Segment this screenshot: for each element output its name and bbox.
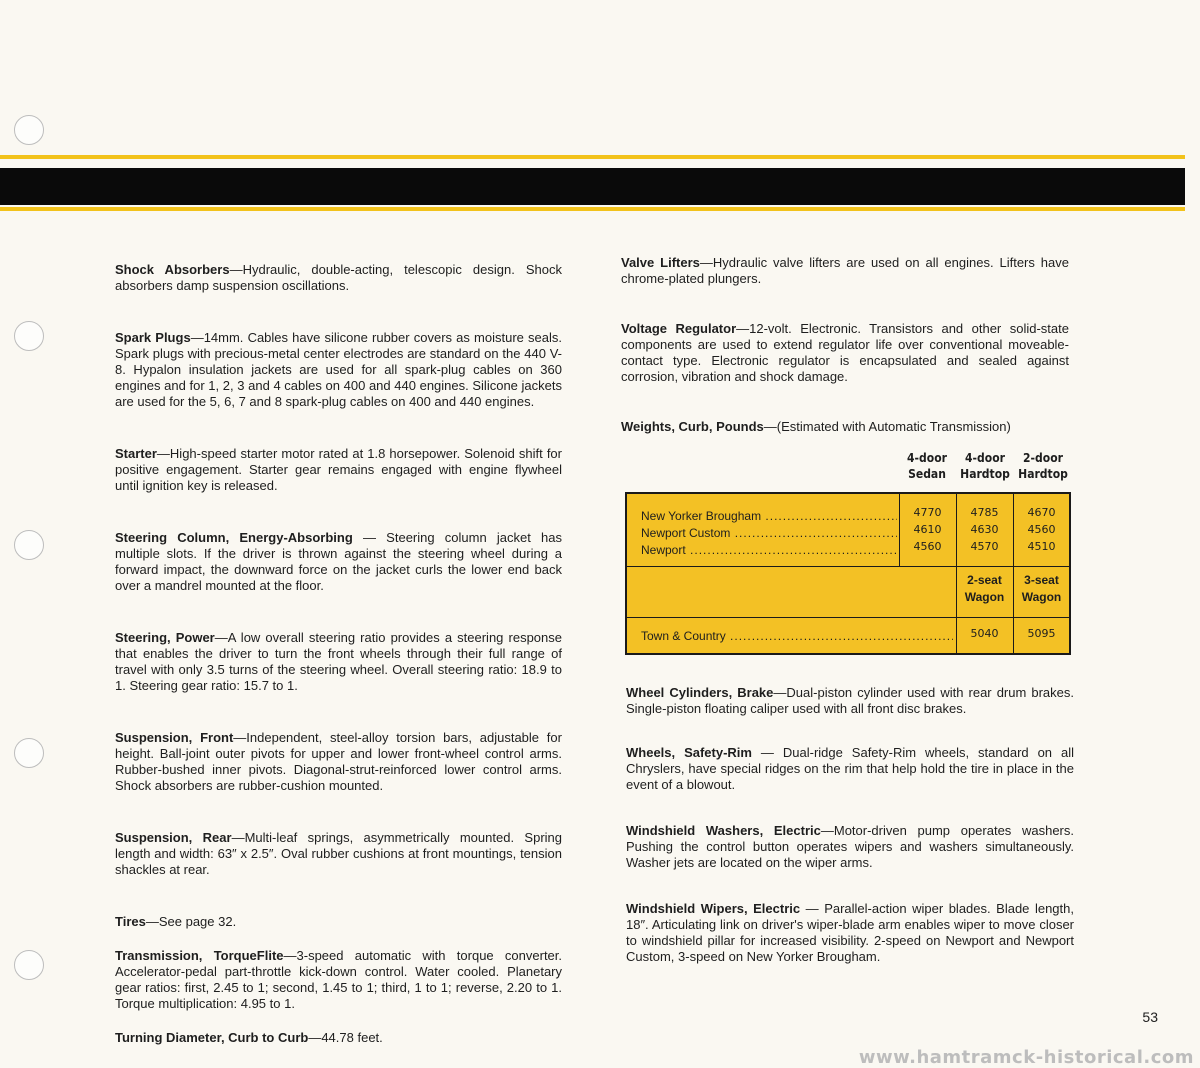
spec-heading: Wheels, Safety-Rim — [626, 745, 752, 760]
spec-body: — Steering column jacket has multiple slots. If the driver is thrown against the steering wheel during a forward impact, the downward force on the jacket curls the lower end back over a mandrel mounted at the floor. — [115, 530, 563, 593]
spec-heading: Suspension, Rear — [115, 830, 232, 845]
binder-hole-3 — [14, 530, 44, 560]
spec-windshield-washers — [626, 823, 1074, 871]
binder-hole-5 — [14, 950, 44, 980]
spec-body: —A low overall steering ratio provides a steering response that enables the driver to turn the front wheels through their full range of travel with only 3.5 turns of the steering wheel. Overall steering ratio: 18.9 to 1. Steering gear ratio: 15.7 to 1. — [115, 630, 562, 693]
spec-heading: Suspension, Front — [115, 730, 234, 745]
spec-heading: Windshield Washers, Electric — [626, 823, 821, 838]
header-stripe-yellow-bottom — [0, 207, 1185, 211]
spec-turning-diameter — [115, 1030, 562, 1046]
table-row-model: New Yorker Brougham ..... — [641, 508, 897, 525]
col-header-4door-sedan: 4-door Sedan — [907, 451, 947, 481]
table-cell: 4560 — [913, 540, 942, 553]
table-cell: 4785 — [970, 506, 999, 519]
spec-wheel-cylinders — [626, 685, 1074, 717]
spec-heading: Weights, Curb, Pounds — [621, 419, 764, 434]
spec-heading: Steering, Power — [115, 630, 215, 645]
spec-steering-power — [115, 630, 562, 694]
right-column-bottom — [626, 685, 1074, 965]
spec-heading: Windshield Wipers, Electric — [626, 901, 801, 916]
spec-windshield-wipers — [626, 901, 1074, 965]
table-row-model: Newport Custom ..... — [641, 525, 897, 542]
table-cell: 5095 — [1027, 627, 1056, 640]
spec-body: —Hydraulic valve lifters are used on all engines. Lifters have chrome-plated plungers. — [621, 255, 1069, 286]
table-cell: 4630 — [970, 523, 999, 536]
table-row-model: Newport ..... — [641, 542, 897, 559]
spec-suspension-front — [115, 730, 562, 794]
spec-heading: Wheel Cylinders, Brake — [626, 685, 774, 700]
binder-hole-1 — [14, 115, 44, 145]
spec-spark-plugs — [115, 330, 562, 410]
spec-body: —Independent, steel-alloy torsion bars, adjustable for height. Ball-joint outer pivots for upper and lower front-wheel control arms. Rubber-bushed inner pivots. Diagonal-strut-reinforced lower control arms. Shock absorbers are rubber-cushion mounted. — [115, 730, 562, 793]
spec-body: —44.78 feet. — [308, 1030, 383, 1045]
watermark: www.hamtramck-historical.com — [858, 1047, 1194, 1068]
spec-valve-lifters — [621, 255, 1069, 287]
spec-heading: Voltage Regulator — [621, 321, 737, 336]
weights-table — [625, 492, 1071, 655]
spec-steering-column — [115, 530, 562, 594]
col-header-4door-hardtop: 4-door Hardtop — [960, 451, 1010, 481]
spec-body: —Hydraulic, double-acting, telescopic design. Shock absorbers damp suspension oscillations. — [115, 262, 562, 293]
header-band-black — [0, 168, 1185, 205]
table-row-model: Town & Country ..... — [641, 628, 953, 645]
spec-body: — Parallel-action wiper blades. Blade length, 18″. Articulating link on driver's wiper-blade arm enables wiper to move closer to windshield pillar for increased visibility. 2-speed on Newport and Newport Custom, 3-speed on New Yorker Brougham. — [626, 901, 1074, 964]
spec-body: —14mm. Cables have silicone rubber covers as moisture seals. Spark plugs with precious-metal center electrodes are standard on the 440 V-8. Hypalon insulation jackets are used for all spark-plug cables on 360 engines and for 1, 2, 3 and 4 cables on 400 and 440 engines. Silicone jackets are used for the 5, 6, 7 and 8 spark-plug cables on 400 and 440 engines. — [115, 330, 563, 409]
spec-voltage-regulator — [621, 321, 1069, 385]
spec-body: —See page 32. — [145, 914, 237, 929]
spec-heading: Transmission, TorqueFlite — [115, 948, 284, 963]
table-cell: 4560 — [1027, 523, 1056, 536]
col-header-2seat-wagon: 2-seat Wagon — [964, 573, 1005, 604]
col-header-3seat-wagon: 3-seat Wagon — [1021, 573, 1062, 604]
table-cell: 4670 — [1027, 506, 1056, 519]
spec-heading: Steering Column, Energy-Absorbing — [115, 530, 353, 545]
spec-shock-absorbers — [115, 262, 562, 294]
page-number: 53 — [1142, 1009, 1158, 1025]
binder-hole-2 — [14, 321, 44, 351]
spec-body: —3-speed automatic with torque converter. Accelerator-pedal part-throttle kick-down control. Water cooled. Planetary gear ratios: first, 2.45 to 1; second, 1.45 to 1; third, 1 to 1; reverse, 2.20 to 1. Torque multiplication: 4.95 to 1. — [115, 948, 563, 1011]
spec-body: —High-speed starter motor rated at 1.8 horsepower. Solenoid shift for positive engagement. Starter gear remains engaged with engine flywheel until ignition key is released. — [115, 446, 562, 493]
header-stripe-yellow-top — [0, 155, 1185, 159]
spec-heading: Turning Diameter, Curb to Curb — [115, 1030, 309, 1045]
binder-hole-4 — [14, 738, 44, 768]
table-cell: 4570 — [970, 540, 999, 553]
table-cell: 4510 — [1027, 540, 1056, 553]
right-column-top — [621, 255, 1069, 435]
spec-heading: Tires — [115, 914, 146, 929]
spec-heading: Starter — [115, 446, 157, 461]
spec-heading: Valve Lifters — [621, 255, 700, 270]
spec-body: —Multi-leaf springs, asymmetrically mounted. Spring length and width: 63″ x 2.5″. Oval rubber cushions at front mountings, tension shackles at rear. — [115, 830, 562, 877]
spec-suspension-rear — [115, 830, 562, 878]
spec-body: —12-volt. Electronic. Transistors and other solid-state components are used to extend regulator life over conventional moveable-contact type. Electronic regulator is encapsulated and sealed against corrosion, vibration and shock damage. — [621, 321, 1069, 384]
spec-heading: Spark Plugs — [115, 330, 191, 345]
spec-tires — [115, 914, 562, 930]
spec-body: —(Estimated with Automatic Transmission) — [763, 419, 1011, 434]
spec-body: —Dual-piston cylinder used with rear drum brakes. Single-piston floating caliper used with all front disc brakes. — [626, 685, 1074, 716]
spec-transmission — [115, 948, 562, 1012]
left-column — [115, 262, 562, 1046]
weights-table-header — [898, 450, 1072, 486]
spec-starter — [115, 446, 562, 494]
spec-body: — Dual-ridge Safety-Rim wheels, standard on all Chryslers, have special ridges on the rim that help hold the tire in place in the event of a blowout. — [626, 745, 1074, 792]
col-header-2door-hardtop: 2-door Hardtop — [1018, 451, 1068, 481]
table-cell: 4610 — [913, 523, 942, 536]
table-cell: 5040 — [970, 627, 999, 640]
spec-heading: Shock Absorbers — [115, 262, 230, 277]
table-cell: 4770 — [913, 506, 942, 519]
spec-wheels-safety-rim — [626, 745, 1074, 793]
spec-weights — [621, 419, 1069, 435]
spec-body: —Motor-driven pump operates washers. Pushing the control button operates wipers and washers simultaneously. Washer jets are located on the wiper arms. — [626, 823, 1075, 870]
